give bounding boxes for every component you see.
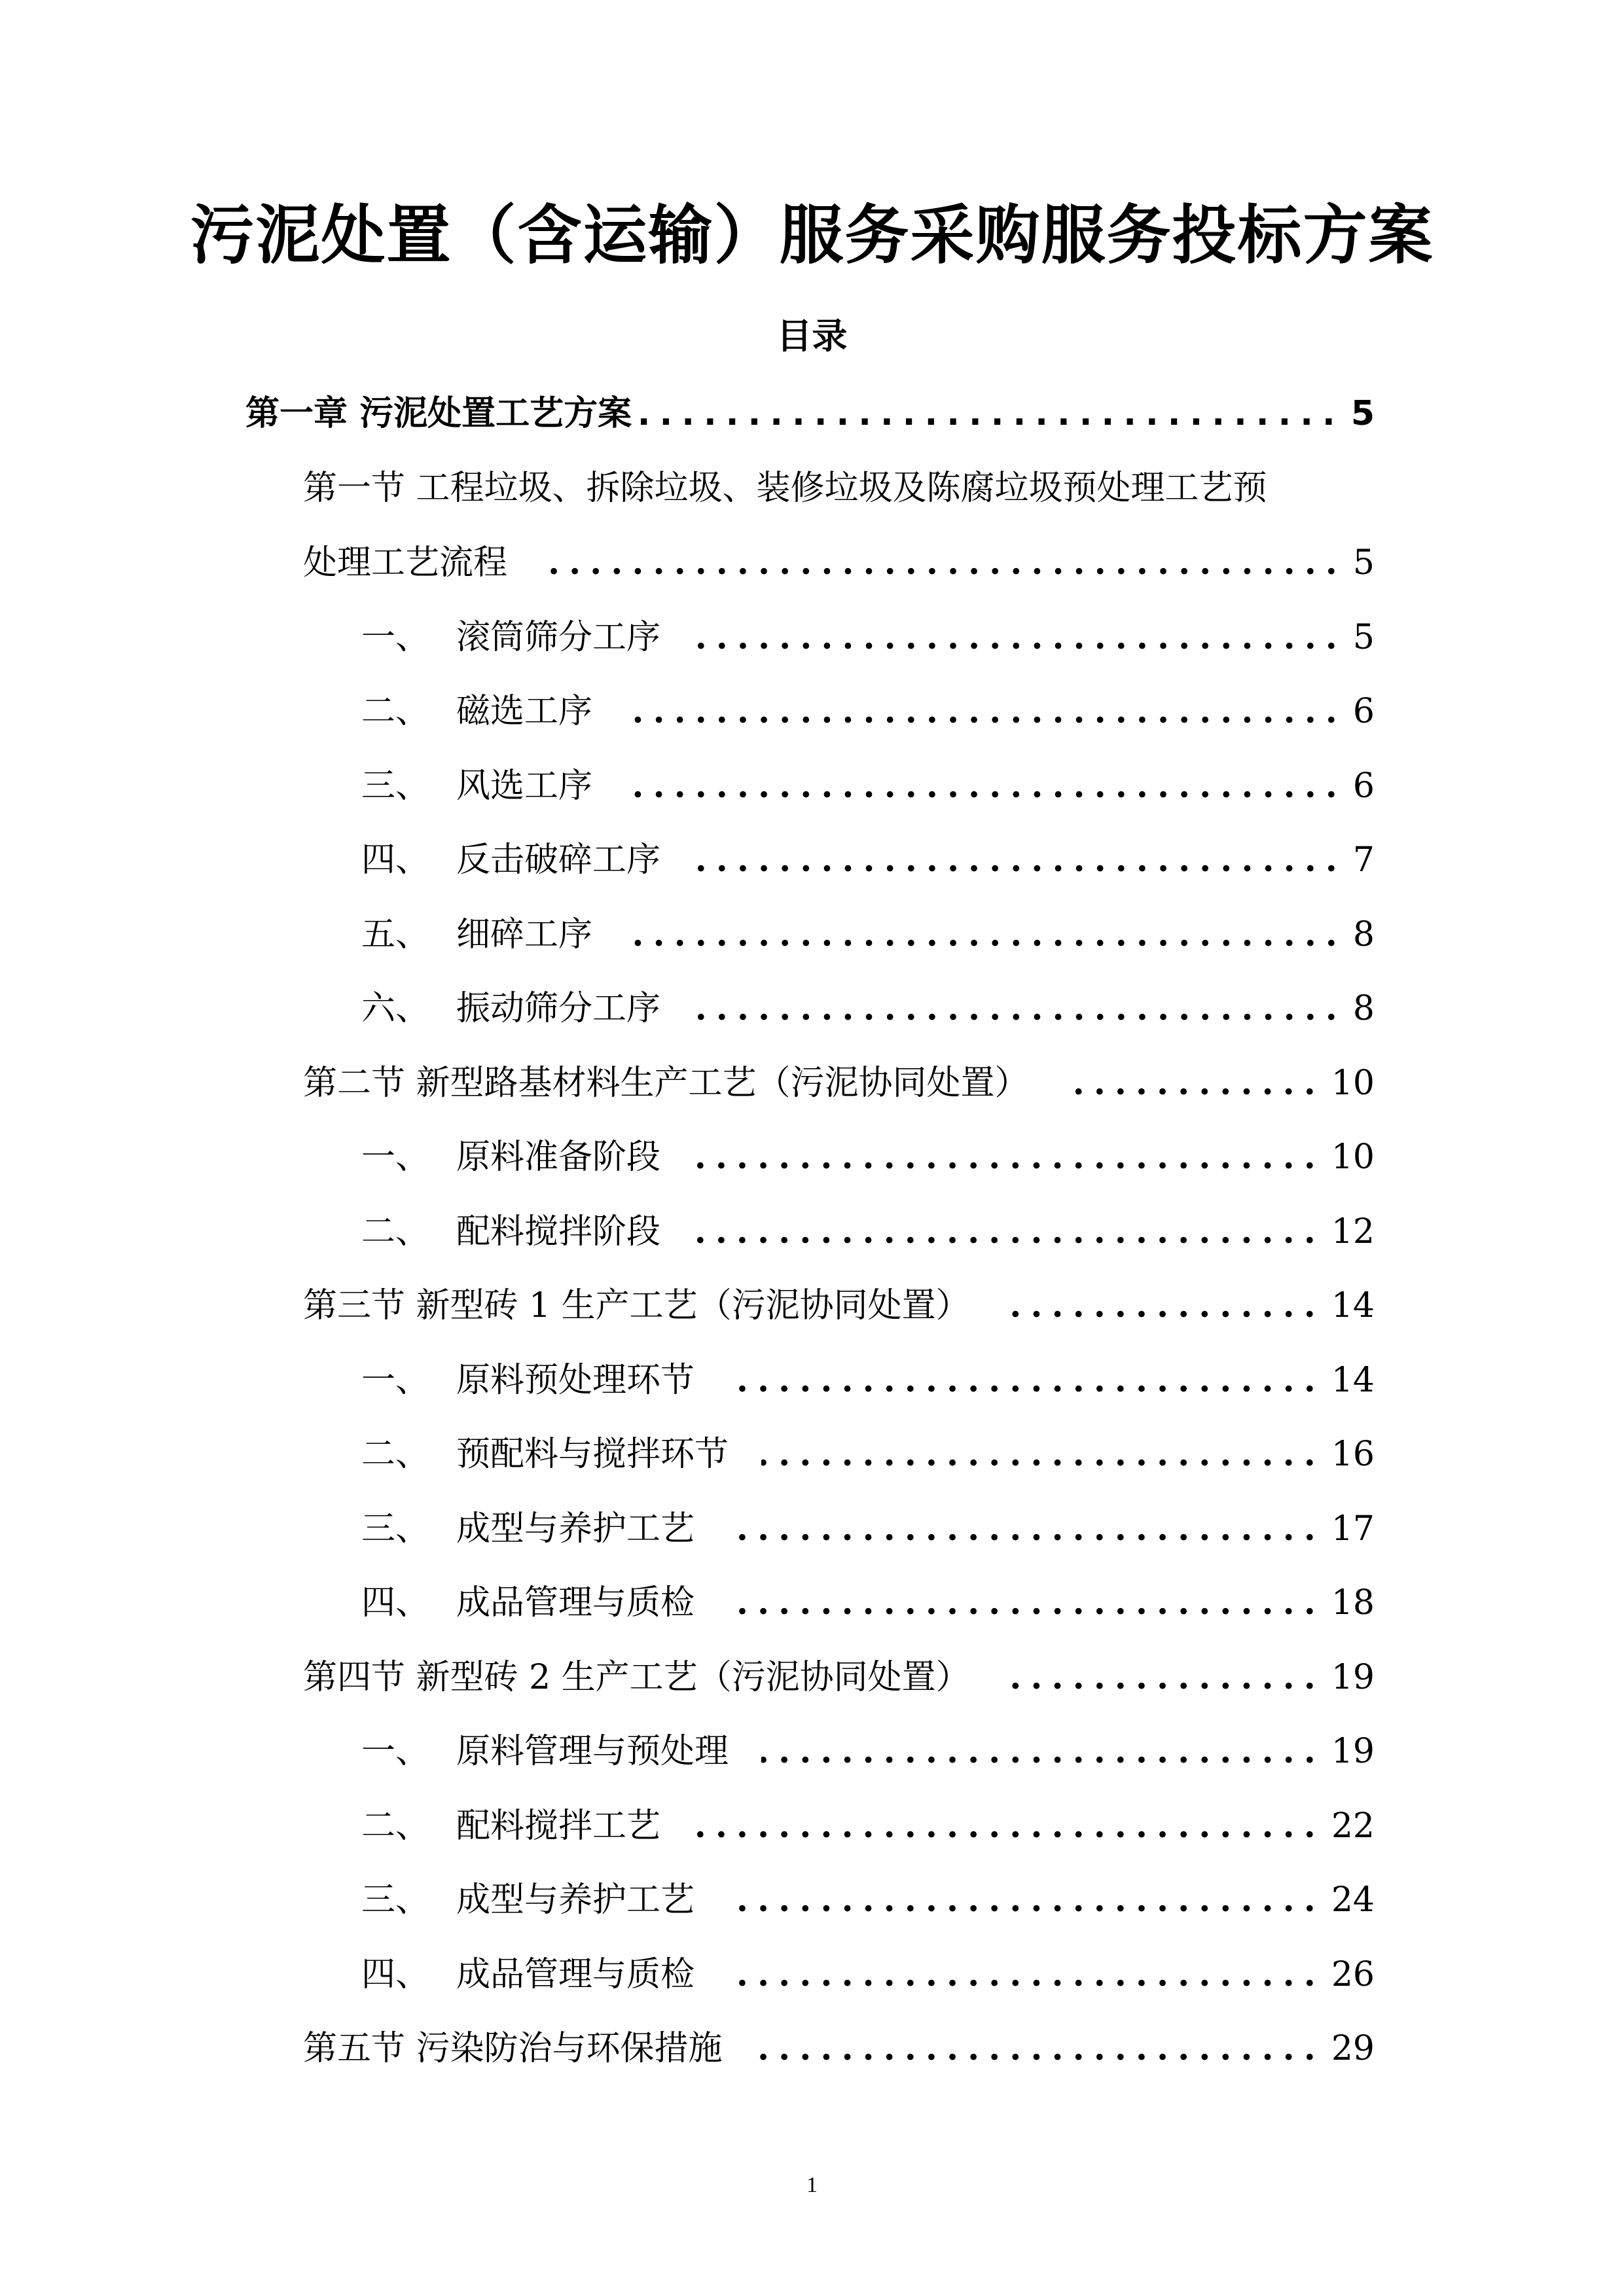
toc-entry-title: 磁选工序 <box>456 692 593 731</box>
dot-leader <box>693 600 1346 675</box>
toc-entry-title: 细碎工序 <box>456 914 593 954</box>
toc-entry-number: 二、 <box>361 1211 430 1251</box>
toc-subsection-entry[interactable] <box>245 1789 1375 1863</box>
toc-page-number: 16 <box>1331 1435 1375 1474</box>
document-title: 污泥处置（含运输）服务采购服务投标方案 <box>190 198 1434 273</box>
toc-entry-title: 原料预处理环节 <box>456 1360 695 1400</box>
dot-leader <box>1062 1046 1325 1121</box>
toc-entry-title: 成品管理与质检 <box>456 1954 695 1994</box>
toc-entry-title: 第二节 新型路基材料生产工艺（污泥协同处置） <box>303 1063 1029 1103</box>
toc-entry-number: 三、 <box>361 1880 430 1920</box>
toc-subsection-entry[interactable] <box>245 1343 1375 1418</box>
toc-entry-title: 成品管理与质检 <box>456 1583 695 1623</box>
dot-leader <box>727 1492 1325 1566</box>
toc-entry-title: 第三节 新型砖 1 生产工艺（污泥协同处置） <box>303 1286 970 1325</box>
toc-entry-number: 一、 <box>361 1360 430 1400</box>
toc-entry-number: 三、 <box>361 766 430 806</box>
dot-leader <box>693 1120 1325 1194</box>
toc-page-number: 12 <box>1331 1211 1375 1251</box>
dot-leader <box>693 971 1346 1046</box>
toc-page-number: 6 <box>1352 692 1375 731</box>
toc-page-number: 8 <box>1352 914 1375 954</box>
dot-leader <box>625 674 1346 749</box>
toc-subsection-entry[interactable] <box>245 1492 1375 1566</box>
toc-page-number: 5 <box>1352 617 1375 657</box>
dot-leader <box>693 1789 1325 1863</box>
toc-entry-title: 配料搅拌阶段 <box>456 1211 661 1251</box>
toc-page-number: 14 <box>1331 1360 1375 1400</box>
toc-page-number: 19 <box>1331 1732 1375 1771</box>
toc-page-number: 6 <box>1352 766 1375 806</box>
toc-entry-title: 预配料与搅拌环节 <box>456 1435 729 1474</box>
toc-subsection-entry[interactable] <box>245 674 1375 749</box>
toc-entry-title: 风选工序 <box>456 766 593 806</box>
toc-page-number: 5 <box>1352 543 1375 583</box>
toc-section-entry[interactable] <box>245 2011 1375 2086</box>
toc-entry-number: 三、 <box>361 1509 430 1549</box>
table-of-contents <box>245 377 1375 2086</box>
toc-entry-title: 配料搅拌工艺 <box>456 1806 661 1846</box>
toc-page-number: 26 <box>1331 1954 1375 1994</box>
toc-section-entry[interactable] <box>245 1640 1375 1715</box>
dot-leader <box>755 2011 1325 2086</box>
toc-heading: 目录 <box>776 315 848 357</box>
toc-entry-number: 六、 <box>361 989 430 1028</box>
dot-leader <box>540 526 1346 600</box>
toc-subsection-entry[interactable] <box>245 1566 1375 1640</box>
dot-leader <box>625 897 1346 972</box>
toc-entry-title: 原料准备阶段 <box>456 1138 661 1177</box>
toc-page-number: 8 <box>1352 989 1375 1028</box>
toc-entry-title: 第一章 污泥处置工艺方案 <box>245 394 632 433</box>
toc-entry-number: 一、 <box>361 1138 430 1177</box>
toc-entry-number: 四、 <box>361 840 430 880</box>
toc-subsection-entry[interactable] <box>245 1194 1375 1269</box>
toc-entry-title: 成型与养护工艺 <box>456 1509 695 1549</box>
toc-subsection-entry[interactable] <box>245 823 1375 897</box>
dot-leader <box>693 823 1346 897</box>
toc-page-number: 10 <box>1331 1063 1375 1103</box>
dot-leader <box>727 1343 1325 1418</box>
dot-leader <box>727 1863 1325 1937</box>
dot-leader <box>693 1194 1325 1269</box>
toc-section-entry[interactable] <box>245 526 1375 600</box>
toc-subsection-entry[interactable] <box>245 1937 1375 2012</box>
toc-section-entry[interactable] <box>245 1046 1375 1121</box>
dot-leader <box>640 377 1344 452</box>
toc-page-number: 17 <box>1331 1509 1375 1549</box>
toc-page-number: 19 <box>1331 1657 1375 1697</box>
dot-leader <box>727 1937 1325 2012</box>
dot-leader <box>727 1566 1325 1640</box>
toc-section-entry[interactable] <box>245 1268 1375 1343</box>
toc-page-number: 22 <box>1331 1806 1375 1846</box>
page-number: 1 <box>806 2173 818 2197</box>
toc-page-number: 14 <box>1331 1286 1375 1325</box>
dot-leader <box>1003 1640 1325 1715</box>
toc-entry-title: 成型与养护工艺 <box>456 1880 695 1920</box>
toc-page-number: 29 <box>1331 2029 1375 2068</box>
toc-entry-number: 四、 <box>361 1954 430 1994</box>
dot-leader <box>625 749 1346 823</box>
toc-subsection-entry[interactable] <box>245 1120 1375 1194</box>
toc-entry-number: 二、 <box>361 1806 430 1846</box>
dot-leader <box>761 1417 1325 1492</box>
toc-entry-title: 第四节 新型砖 2 生产工艺（污泥协同处置） <box>303 1657 970 1697</box>
toc-page-number: 24 <box>1331 1880 1375 1920</box>
toc-subsection-entry[interactable] <box>245 1863 1375 1937</box>
toc-entry-title: 处理工艺流程 <box>303 543 508 583</box>
toc-subsection-entry[interactable] <box>245 1417 1375 1492</box>
toc-entry-title: 振动筛分工序 <box>456 989 661 1028</box>
toc-entry-number: 四、 <box>361 1583 430 1623</box>
dot-leader <box>761 1714 1325 1789</box>
toc-entry-number: 一、 <box>361 617 430 657</box>
toc-entry-title: 原料管理与预处理 <box>456 1732 729 1771</box>
toc-chapter-entry[interactable] <box>245 377 1375 452</box>
toc-page-number: 7 <box>1352 840 1375 880</box>
toc-subsection-entry[interactable] <box>245 1714 1375 1789</box>
toc-entry-number: 五、 <box>361 914 430 954</box>
toc-subsection-entry[interactable] <box>245 600 1375 675</box>
toc-page-number: 10 <box>1331 1138 1375 1177</box>
toc-entry-title: 第五节 污染防治与环保措施 <box>303 2029 723 2068</box>
toc-page-number: 18 <box>1331 1583 1375 1623</box>
toc-subsection-entry[interactable] <box>245 749 1375 823</box>
toc-entry-line[interactable]: 第一节 工程垃圾、拆除垃圾、装修垃圾及陈腐垃圾预处理工艺预 <box>303 468 1267 508</box>
dot-leader <box>1003 1268 1325 1343</box>
toc-subsection-entry[interactable] <box>245 971 1375 1046</box>
toc-entry-number: 一、 <box>361 1732 430 1771</box>
toc-subsection-entry[interactable] <box>245 897 1375 972</box>
toc-entry-title: 滚筒筛分工序 <box>456 617 661 657</box>
toc-entry-title: 反击破碎工序 <box>456 840 661 880</box>
toc-entry-number: 二、 <box>361 1435 430 1474</box>
toc-entry-number: 二、 <box>361 692 430 731</box>
toc-page-number: 5 <box>1350 394 1375 433</box>
